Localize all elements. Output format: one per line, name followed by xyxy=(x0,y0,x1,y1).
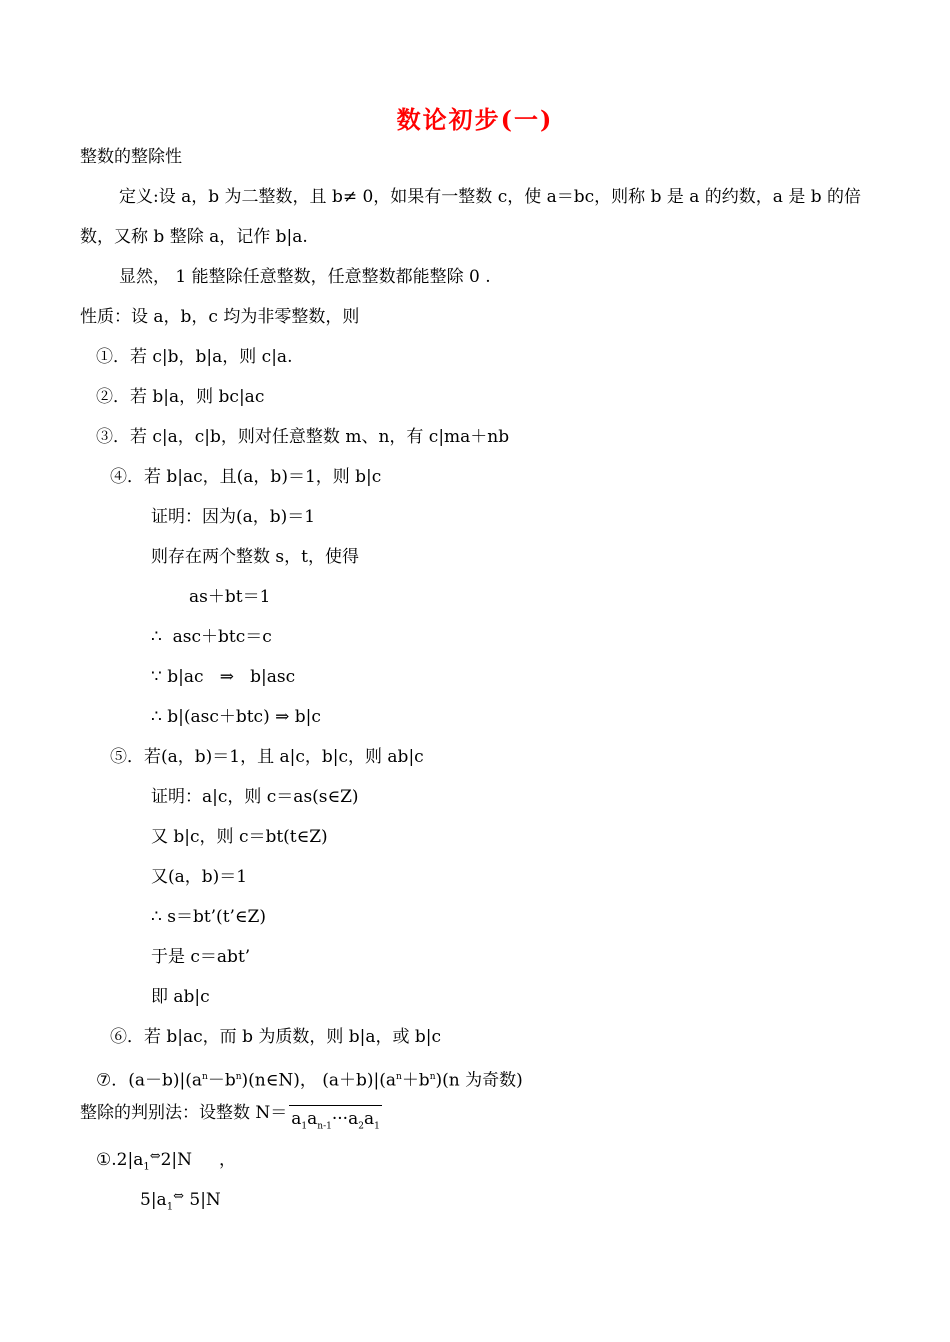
criterion-2: $5|a_1^\Leftrightarrow$ 5|N xyxy=(140,1189,221,1213)
obvious-note: 显然， 1 能整除任意整数，任意整数都能整除 0 . xyxy=(119,267,491,287)
properties-heading: 性质：设 a，b，c 均为非零整数，则 xyxy=(80,307,360,327)
property-3: ③．若 c|a，c|b，则对任意整数 m、n，有 c|ma＋nb xyxy=(96,427,510,447)
definition-line-1: 定义:设 a，b 为二整数，且 b≠ 0，如果有一整数 c，使 a＝bc，则称 b 是 a 的约数，a 是 b 的倍 xyxy=(119,187,862,207)
proof-4-line: ∵ b|ac ⇒ b|asc xyxy=(151,667,296,687)
property-2: ②．若 b|a，则 bc|ac xyxy=(96,387,265,407)
proof-5-line: 即 ab|c xyxy=(151,987,210,1007)
property-1: ①．若 c|b，b|a，则 c|a. xyxy=(96,347,293,367)
section-heading: 整数的整除性 xyxy=(80,147,182,167)
iff-icon: ⇔ xyxy=(149,1149,161,1164)
property-6: ⑥．若 b|ac，而 b 为质数，则 b|a，或 b|c xyxy=(110,1027,442,1047)
proof-4-line: as＋bt＝1 xyxy=(189,587,271,607)
definition-line-2: 数，又称 b 整除 a，记作 b|a. xyxy=(80,227,308,247)
iff-icon: ⇔ xyxy=(173,1189,184,1204)
property-4: ④．若 b|ac，且(a，b)＝1，则 b|c xyxy=(110,467,382,487)
proof-5-line: 于是 c＝abt’ xyxy=(151,947,251,967)
property-7: ⑦．$(a-b)|(a^n-b^n)(n\in N)$， $(a+b)|(a^n+b^n)(n$ 为奇数) xyxy=(96,1070,523,1091)
proof-4-line: ∴ asc＋btc＝c xyxy=(151,627,272,647)
criteria-heading: 整除的判别法：设整数 $N= a_1a_{n-1}\cdot\cdot\cdot a_2a_1$ xyxy=(80,1102,382,1136)
property-5: ⑤．若(a，b)＝1，且 a|c，b|c，则 ab|c xyxy=(110,747,424,767)
criterion-1: $①.2|a_1^\Leftrightarrow 2|N$ ， xyxy=(96,1149,237,1173)
proof-4-line: ∴ b|(asc＋btc) ⇒ b|c xyxy=(151,707,321,727)
number-digits-overline: $a_1a_{n-1}\cdot\cdot\cdot a_2a_1$ xyxy=(289,1105,382,1136)
proof-5-line: ∴ s＝bt’(t’∈Z) xyxy=(151,907,266,927)
page-title: 数论初步(一) xyxy=(396,105,554,134)
proof-5-line: 又 b|c，则 c＝bt(t∈Z) xyxy=(151,827,328,847)
proof-5-line: 又(a，b)＝1 xyxy=(151,867,248,887)
proof-5-line: 证明：a|c，则 c＝as(s∈Z) xyxy=(151,787,359,807)
proof-4-line: 证明：因为(a，b)＝1 xyxy=(151,507,316,527)
proof-4-line: 则存在两个整数 s，t，使得 xyxy=(151,547,359,567)
